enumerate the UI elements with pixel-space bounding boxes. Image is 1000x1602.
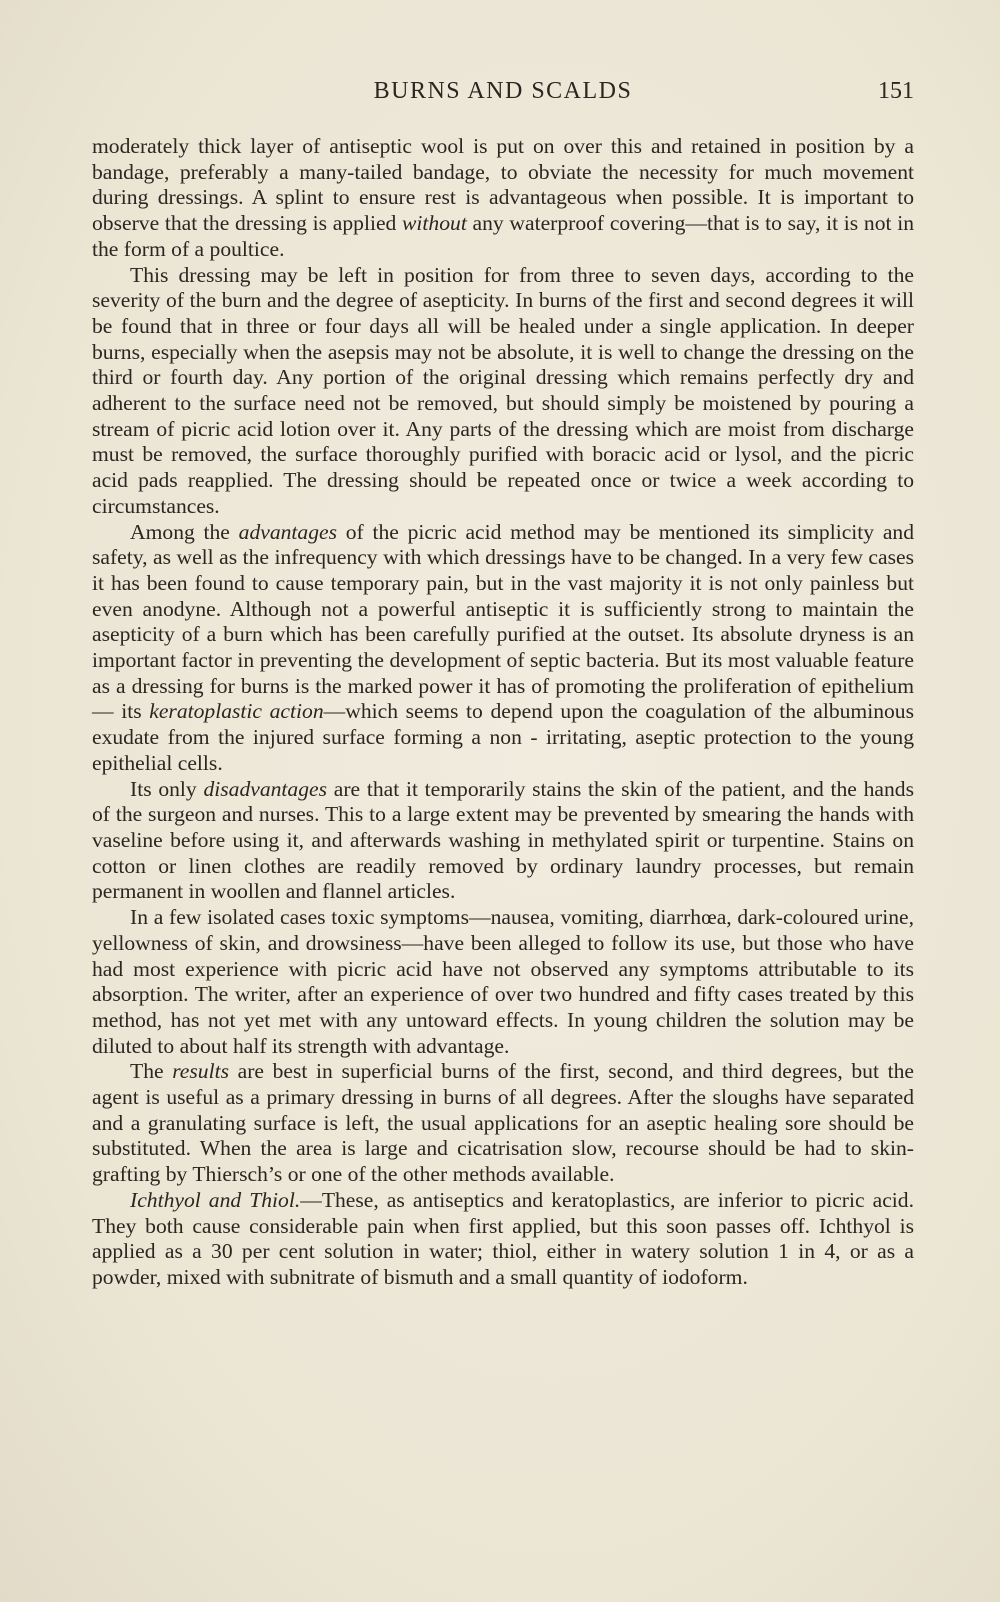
body-text	[92, 134, 914, 1291]
italic-text: advantages	[238, 519, 337, 544]
page-number: 151	[878, 78, 914, 104]
text-run: Among the	[130, 519, 239, 544]
text-run: This dressing may be left in position for from three to seven days, according to the severity of the burn and the degree of asepticity. In burns of the first and second degrees it will be found that in three or four days all will be healed under a single application. In deeper burns, especially when the asepsis may not be absolute, it is well to change the dressing on the third or fourth day. Any portion of the original dressing which remains perfectly dry and adherent to the surface need not be removed, but should simply be moistened by pouring a stream of picric acid lotion over it. Any parts of the dressing which are moist from discharge must be removed, the surface thoroughly purified with boracic acid or lysol, and the picric acid pads reapplied. The dressing should be repeated once or twice a week according to circumstances.	[92, 262, 914, 518]
italic-text: Ichthyol and Thiol.	[130, 1187, 301, 1212]
italic-text: keratoplastic action	[149, 699, 324, 724]
text-run: are best in superficial burns of the first, second, and third degrees, but the agent is useful as a primary dressing in burns of all degrees. After the sloughs have separated and a granulating surface is left, the usual applications for an aseptic healing sore should be substituted. When the area is large and cicatrisation slow, recourse should be had to skin-grafting by Thiersch’s or one of the other methods available.	[92, 1059, 914, 1187]
text-run: —These, as antiseptics and keratoplastics, are inferior to picric acid. They both cause considerable pain when first applied, but this soon passes off. Ichthyol is applied as a 30 per cent solution in water; thiol, either in watery solution 1 in 4, or as a powder, mixed with subnitrate of bismuth and a small quantity of iodoform.	[92, 1187, 914, 1289]
italic-text: results	[172, 1059, 229, 1084]
paragraph	[92, 520, 914, 777]
paragraph	[92, 1059, 914, 1188]
paragraph	[92, 905, 914, 1059]
text-run: In a few isolated cases toxic symptoms—nausea, vomiting, diarrhœa, dark-coloured urine, yellowness of skin, and drowsiness—have been alleged to follow its use, but those who have had most experience with picric acid have not observed any symptoms attributable to its absorption. The writer, after an experience of over two hundred and fifty cases treated by this method, has not yet met with any untoward effects. In young children the solution may be diluted to about half its strength with advantage.	[92, 905, 914, 1058]
paragraph	[92, 134, 914, 263]
text-run: are that it temporarily stains the skin of the patient, and the hands of the surgeon and nurses. This to a large extent may be prevented by smearing the hands with vaseline before using it, and afterwards washing in methylated spirit or turpentine. Stains on cotton or linen clothes are readily removed by ordinary laundry processes, but remain permanent in woollen and flannel articles.	[92, 776, 915, 904]
italic-text: without	[402, 211, 467, 236]
paragraph	[92, 263, 914, 520]
paragraph	[92, 777, 914, 906]
text-run: Its only	[130, 776, 204, 801]
text-run: The	[130, 1059, 173, 1084]
running-head	[92, 78, 914, 108]
text-run: of the picric acid method may be mentioned its simplicity and safety, as well as the infrequency with which dressings have to be changed. In a very few cases it has been found to cause temporary pain, but in the vast majority it is not only painless but even anodyne. Although not a powerful antiseptic it is sufficiently strong to maintain the asepticity of a burn which has been carefully purified at the outset. Its absolute dryness is an important factor in preventing the development of septic bacteria. But its most valuable feature as a dressing for burns is the marked power it has of promoting the proliferation of epithelium — its	[92, 519, 914, 724]
text-run: any waterproof covering—that is to say, it is not in the form of a poultice.	[92, 211, 914, 261]
paragraph	[92, 1188, 914, 1291]
text-run: —which seems to depend upon the coagulation of the albuminous exudate from the injured surface forming a non - irritating, aseptic protection to the young epithelial cells.	[92, 699, 915, 775]
running-title: BURNS AND SCALDS	[373, 78, 633, 104]
text-run: moderately thick layer of antiseptic wool is put on over this and retained in position by a bandage, preferably a many-tailed bandage, to obviate the necessity for much movement during dressings. A splint to ensure rest is advantageous when possible. It is important to observe that the dressing is applied	[92, 134, 914, 236]
italic-text: disadvantages	[203, 776, 328, 801]
